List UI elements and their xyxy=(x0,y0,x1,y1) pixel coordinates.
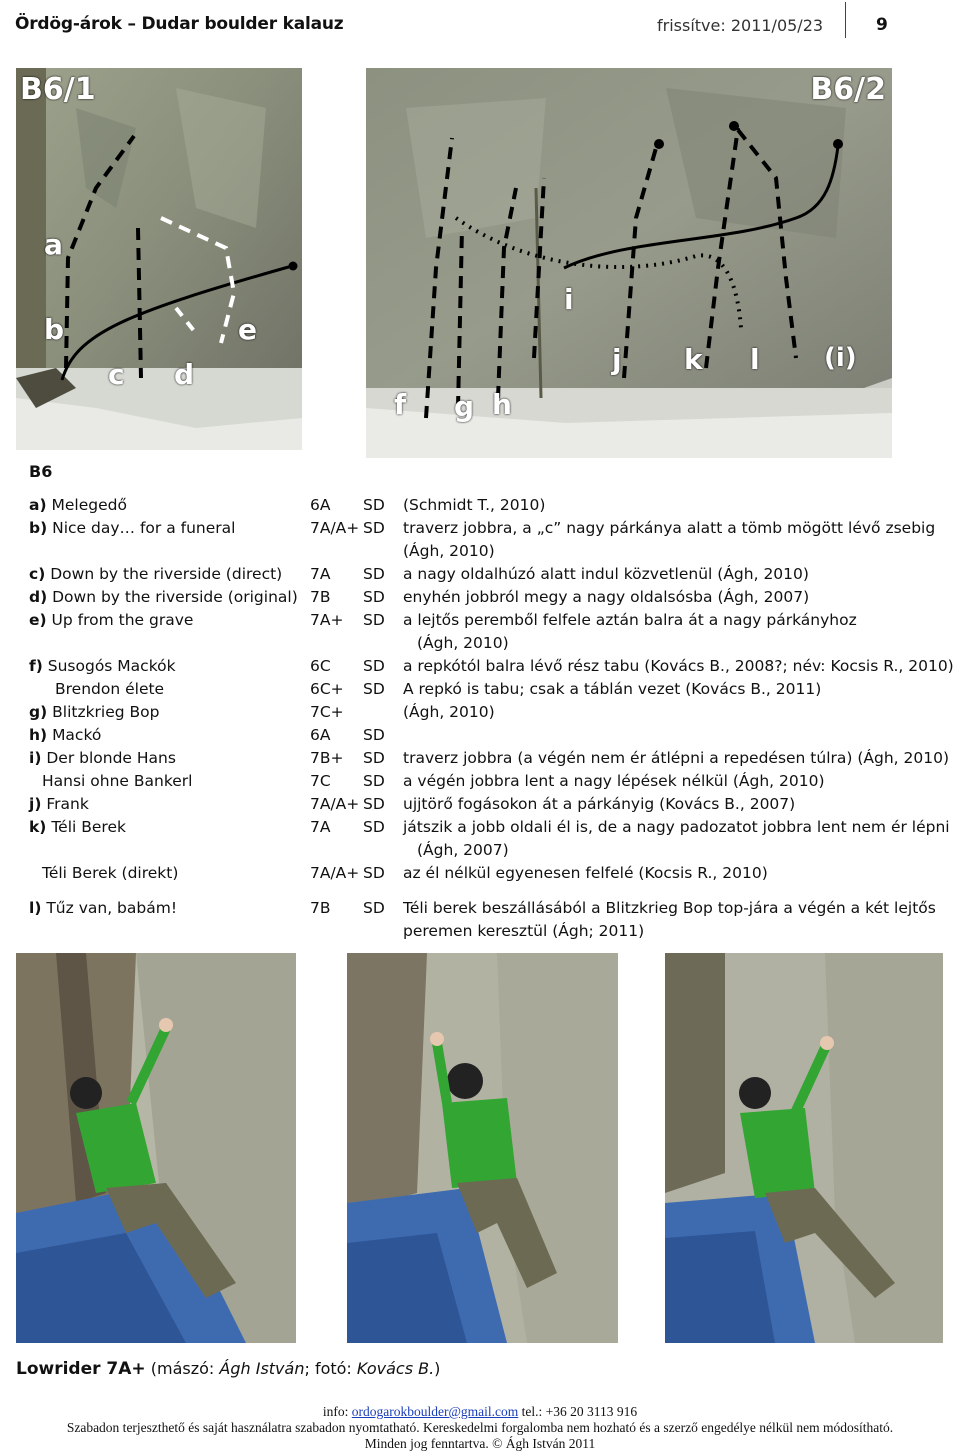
route-description: játszik a jobb oldali él is, de a nagy padozatot jobbra lent nem ér lépni (Ágh, 2007) xyxy=(403,818,950,859)
route-start: SD xyxy=(363,864,385,882)
route-name: h) Mackó xyxy=(29,726,102,744)
route-grade: 7C xyxy=(310,772,331,790)
route-grade: 7A+ xyxy=(310,611,344,629)
route-description: A repkó is tabu; csak a táblán vezet (Kovács B., 2011) xyxy=(403,680,822,698)
route-description: ujjtörő fogásokon át a párkányig (Kovács B., 2007) xyxy=(403,795,796,813)
route-start: SD xyxy=(363,680,385,698)
route-grade: 6C+ xyxy=(310,680,344,698)
route-grade: 7A xyxy=(310,565,331,583)
route-letter: a xyxy=(44,228,63,261)
route-start: SD xyxy=(363,611,385,629)
topo-label: B6/1 xyxy=(20,72,96,107)
header-divider xyxy=(845,2,846,38)
route-start: SD xyxy=(363,818,385,836)
route-grade: 7A xyxy=(310,818,331,836)
climbing-photo xyxy=(665,953,943,1343)
license-line: Szabadon terjeszthető és saját használatra szabadon nyomtatható. Kereskedelmi forgalomba nem hozható és a szerző engedélye nélkül nem módosítható. xyxy=(66,1420,894,1435)
contact-line: info: ordogarokboulder@gmail.com tel.: +36 20 3113 916 xyxy=(322,1404,638,1419)
route-grade: 7C+ xyxy=(310,703,344,721)
route-description: (Ágh, 2010) xyxy=(403,703,495,721)
topo-photo-b6-2 xyxy=(366,68,892,458)
route-start: SD xyxy=(363,899,385,917)
route-name: b) Nice day… for a funeral xyxy=(29,519,236,537)
route-description: enyhén jobbról megy a nagy oldalsósba (Ágh, 2007) xyxy=(403,588,810,606)
page-number: 9 xyxy=(876,15,888,35)
route-letter: (i) xyxy=(824,343,857,373)
route-description: a repkótól balra lévő rész tabu (Kovács B., 2008?; név: Kocsis R., 2010) xyxy=(403,657,954,675)
updated-date: frissítve: 2011/05/23 xyxy=(657,16,824,35)
route-name: c) Down by the riverside (direct) xyxy=(29,565,283,583)
route-grade: 6A xyxy=(310,726,331,744)
route-letter: j xyxy=(612,343,622,376)
route-start: SD xyxy=(363,726,385,744)
route-description: traverz jobbra, a „c” nagy párkánya alatt a tömb mögött lévő zsebig (Ágh, 2010) xyxy=(403,519,936,560)
route-letter: c xyxy=(108,358,125,391)
route-grade: 6C xyxy=(310,657,331,675)
route-description: a lejtős peremből felfele aztán balra át a nagy párkányhoz (Ágh, 2010) xyxy=(403,611,857,652)
route-letter: g xyxy=(454,390,475,423)
route-name: l) Tűz van, babám! xyxy=(29,899,178,917)
route-name: f) Susogós Mackók xyxy=(29,657,176,675)
route-name: i) Der blonde Hans xyxy=(29,749,176,767)
route-letter: d xyxy=(174,358,195,391)
route-name: e) Up from the grave xyxy=(29,611,194,629)
route-start: SD xyxy=(363,657,385,675)
photo-caption: Lowrider 7A+ (mászó: Ágh István; fotó: Kovács B.) xyxy=(16,1359,441,1379)
guide-title: Ördög-árok – Dudar boulder kalauz xyxy=(15,14,344,34)
route-letter: i xyxy=(564,283,574,316)
topo-label: B6/2 xyxy=(810,72,886,107)
route-name: j) Frank xyxy=(29,795,89,813)
route-start: SD xyxy=(363,496,385,514)
route-name: Brendon élete xyxy=(55,680,165,698)
route-letter: k xyxy=(684,343,703,376)
route-start: SD xyxy=(363,772,385,790)
route-letter: l xyxy=(750,343,760,376)
route-name: k) Téli Berek xyxy=(29,818,126,836)
route-letter: f xyxy=(394,388,407,421)
page-footer xyxy=(0,1404,960,1452)
topo-photo-b6-1 xyxy=(16,68,302,450)
route-name: d) Down by the riverside (original) xyxy=(29,588,298,606)
email-link[interactable]: ordogarokboulder@gmail.com xyxy=(351,1404,519,1419)
route-start: SD xyxy=(363,565,385,583)
route-grade: 7A/A+ xyxy=(310,519,360,537)
climbing-photo xyxy=(16,953,296,1343)
route-start: SD xyxy=(363,749,385,767)
route-description: traverz jobbra (a végén nem ér átlépni a repedésen túlra) (Ágh, 2010) xyxy=(403,749,950,767)
route-name: Téli Berek (direkt) xyxy=(42,864,179,882)
route-name: g) Blitzkrieg Bop xyxy=(29,703,160,721)
sector-heading: B6 xyxy=(29,462,53,481)
route-letter: e xyxy=(238,313,257,346)
route-description: Téli berek beszállásából a Blitzkrieg Bop top-jára a végén a két lejtős peremen keresztül (Ágh; 2011) xyxy=(403,899,936,940)
route-name: Hansi ohne Bankerl xyxy=(42,772,193,790)
route-grade: 7B+ xyxy=(310,749,344,767)
route-grade: 7A/A+ xyxy=(310,864,360,882)
route-start: SD xyxy=(363,519,385,537)
route-description: a végén jobbra lent a nagy lépések nélkül (Ágh, 2010) xyxy=(403,772,825,790)
route-description: az él nélkül egyenesen felfelé (Kocsis R., 2010) xyxy=(403,864,768,882)
route-grade: 7B xyxy=(310,588,331,606)
route-grade: 7B xyxy=(310,899,331,917)
copyright-line: Minden jog fenntartva. © Ágh István 2011 xyxy=(364,1436,596,1451)
route-grade: 6A xyxy=(310,496,331,514)
route-grade: 7A/A+ xyxy=(310,795,360,813)
route-description: a nagy oldalhúzó alatt indul közvetlenül (Ágh, 2010) xyxy=(403,565,809,583)
climbing-photo xyxy=(347,953,618,1343)
route-start: SD xyxy=(363,588,385,606)
route-start: SD xyxy=(363,795,385,813)
route-description: (Schmidt T., 2010) xyxy=(403,496,546,514)
route-letter: b xyxy=(44,313,65,346)
route-name: a) Melegedő xyxy=(29,496,127,514)
route-letter: h xyxy=(492,388,512,421)
